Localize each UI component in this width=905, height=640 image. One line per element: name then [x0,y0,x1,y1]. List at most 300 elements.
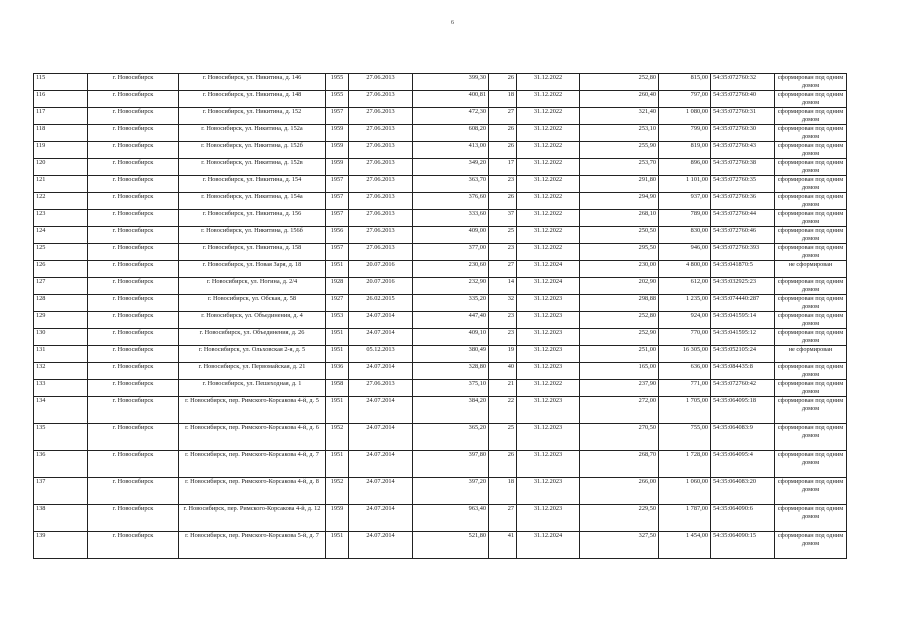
city-cell: г. Новосибирск [88,278,179,295]
row-number: 133 [34,380,88,397]
status-cell: сформирован под одним домом [775,142,847,159]
status-cell: сформирован под одним домом [775,125,847,142]
status-cell: сформирован под одним домом [775,176,847,193]
table-row [34,505,847,532]
table-row [34,346,847,363]
count-cell: 27 [489,108,517,125]
count-cell: 26 [489,193,517,210]
deadline-cell: 31.12.2023 [517,295,580,312]
deadline-cell: 31.12.2023 [517,397,580,424]
value2-cell: 819,00 [659,142,711,159]
cadastral-cell: 54:35:072760:42 [711,380,775,397]
city-cell: г. Новосибирск [88,295,179,312]
area-cell: 399,30 [413,74,489,91]
address-cell: г. Новосибирск, ул. Никитина, д. 152а [179,125,326,142]
city-cell: г. Новосибирск [88,424,179,451]
count-cell: 18 [489,91,517,108]
cadastral-cell: 54:35:064090:15 [711,532,775,559]
count-cell: 19 [489,346,517,363]
year-cell: 1951 [326,261,349,278]
area-cell: 384,20 [413,397,489,424]
deadline-cell: 31.12.2023 [517,451,580,478]
date-cell: 27.06.2013 [349,74,413,91]
area-cell: 335,20 [413,295,489,312]
row-number: 126 [34,261,88,278]
row-number: 122 [34,193,88,210]
cadastral-cell: 54:35:072760:393 [711,244,775,261]
cadastral-cell: 54:35:072760:35 [711,176,775,193]
date-cell: 27.06.2013 [349,125,413,142]
cadastral-cell: 54:35:064095:4 [711,451,775,478]
city-cell: г. Новосибирск [88,363,179,380]
year-cell: 1957 [326,176,349,193]
table-row [34,261,847,278]
value1-cell: 266,00 [580,478,659,505]
address-cell: г. Новосибирск, ул. Никитина, д. 152б [179,142,326,159]
table-row [34,312,847,329]
row-number: 128 [34,295,88,312]
row-number: 127 [34,278,88,295]
housing-table [33,73,847,559]
cadastral-cell: 54:35:064083:9 [711,424,775,451]
year-cell: 1955 [326,91,349,108]
row-number: 137 [34,478,88,505]
city-cell: г. Новосибирск [88,210,179,227]
year-cell: 1952 [326,424,349,451]
address-cell: г. Новосибирск, ул. Новая Заря, д. 18 [179,261,326,278]
city-cell: г. Новосибирск [88,244,179,261]
row-number: 125 [34,244,88,261]
status-cell: сформирован под одним домом [775,312,847,329]
count-cell: 37 [489,210,517,227]
status-cell: сформирован под одним домом [775,478,847,505]
count-cell: 27 [489,505,517,532]
year-cell: 1928 [326,278,349,295]
year-cell: 1951 [326,532,349,559]
value2-cell: 799,00 [659,125,711,142]
cadastral-cell: 54:35:041870:5 [711,261,775,278]
year-cell: 1953 [326,312,349,329]
row-number: 135 [34,424,88,451]
year-cell: 1959 [326,505,349,532]
year-cell: 1951 [326,346,349,363]
value2-cell: 937,00 [659,193,711,210]
area-cell: 376,60 [413,193,489,210]
status-cell: сформирован под одним домом [775,74,847,91]
value1-cell: 252,90 [580,329,659,346]
city-cell: г. Новосибирск [88,478,179,505]
address-cell: г. Новосибирск, ул. Обская, д. 58 [179,295,326,312]
value1-cell: 230,00 [580,261,659,278]
year-cell: 1959 [326,159,349,176]
city-cell: г. Новосибирск [88,346,179,363]
area-cell: 409,00 [413,227,489,244]
count-cell: 22 [489,397,517,424]
address-cell: г. Новосибирск, пер. Римского-Корсакова 4-й, д. 8 [179,478,326,505]
address-cell: г. Новосибирск, ул. Никитина, д. 156 [179,210,326,227]
address-cell: г. Новосибирск, ул. Никитина, д. 154 [179,176,326,193]
address-cell: г. Новосибирск, ул. Никитина, д. 146 [179,74,326,91]
date-cell: 27.06.2013 [349,142,413,159]
date-cell: 27.06.2013 [349,193,413,210]
deadline-cell: 31.12.2022 [517,142,580,159]
area-cell: 328,80 [413,363,489,380]
cadastral-cell: 54:35:072760:40 [711,91,775,108]
city-cell: г. Новосибирск [88,329,179,346]
date-cell: 24.07.2014 [349,363,413,380]
value2-cell: 1 787,00 [659,505,711,532]
cadastral-cell: 54:35:064090:6 [711,505,775,532]
year-cell: 1951 [326,329,349,346]
date-cell: 24.07.2014 [349,451,413,478]
date-cell: 27.06.2013 [349,176,413,193]
cadastral-cell: 54:35:072760:32 [711,74,775,91]
deadline-cell: 31.12.2023 [517,478,580,505]
deadline-cell: 31.12.2023 [517,346,580,363]
cadastral-cell: 54:35:072760:46 [711,227,775,244]
area-cell: 521,80 [413,532,489,559]
date-cell: 20.07.2016 [349,261,413,278]
cadastral-cell: 54:35:041595:14 [711,312,775,329]
row-number: 121 [34,176,88,193]
value2-cell: 830,00 [659,227,711,244]
date-cell: 20.07.2016 [349,278,413,295]
table-row [34,176,847,193]
count-cell: 18 [489,478,517,505]
area-cell: 377,00 [413,244,489,261]
date-cell: 27.06.2013 [349,108,413,125]
status-cell: сформирован под одним домом [775,505,847,532]
table-row [34,532,847,559]
count-cell: 23 [489,176,517,193]
cadastral-cell: 54:35:072760:43 [711,142,775,159]
address-cell: г. Новосибирск, ул. Объединения, д. 26 [179,329,326,346]
deadline-cell: 31.12.2022 [517,176,580,193]
value2-cell: 924,00 [659,312,711,329]
date-cell: 24.07.2014 [349,505,413,532]
row-number: 129 [34,312,88,329]
value1-cell: 252,80 [580,74,659,91]
address-cell: г. Новосибирск, пер. Римского-Корсакова 4-й, д. 12 [179,505,326,532]
status-cell: сформирован под одним домом [775,91,847,108]
table-row [34,363,847,380]
deadline-cell: 31.12.2023 [517,329,580,346]
deadline-cell: 31.12.2023 [517,312,580,329]
value2-cell: 815,00 [659,74,711,91]
count-cell: 14 [489,278,517,295]
value2-cell: 636,00 [659,363,711,380]
row-number: 120 [34,159,88,176]
count-cell: 17 [489,159,517,176]
date-cell: 27.06.2013 [349,91,413,108]
value1-cell: 268,70 [580,451,659,478]
area-cell: 447,40 [413,312,489,329]
count-cell: 40 [489,363,517,380]
value1-cell: 255,90 [580,142,659,159]
cadastral-cell: 54:35:074440:287 [711,295,775,312]
table-row [34,244,847,261]
area-cell: 333,60 [413,210,489,227]
table-row [34,227,847,244]
count-cell: 25 [489,227,517,244]
value2-cell: 755,00 [659,424,711,451]
city-cell: г. Новосибирск [88,176,179,193]
city-cell: г. Новосибирск [88,312,179,329]
value1-cell: 298,88 [580,295,659,312]
year-cell: 1936 [326,363,349,380]
year-cell: 1957 [326,108,349,125]
value2-cell: 1 454,00 [659,532,711,559]
value2-cell: 612,00 [659,278,711,295]
year-cell: 1957 [326,210,349,227]
value2-cell: 16 305,00 [659,346,711,363]
value1-cell: 229,50 [580,505,659,532]
area-cell: 472,30 [413,108,489,125]
deadline-cell: 31.12.2024 [517,278,580,295]
value2-cell: 771,00 [659,380,711,397]
value1-cell: 250,50 [580,227,659,244]
status-cell: сформирован под одним домом [775,363,847,380]
status-cell: сформирован под одним домом [775,380,847,397]
count-cell: 26 [489,451,517,478]
value2-cell: 789,00 [659,210,711,227]
row-number: 115 [34,74,88,91]
date-cell: 24.07.2014 [349,329,413,346]
cadastral-cell: 54:35:072760:44 [711,210,775,227]
status-cell: сформирован под одним домом [775,451,847,478]
value1-cell: 202,90 [580,278,659,295]
date-cell: 27.06.2013 [349,227,413,244]
status-cell: сформирован под одним домом [775,193,847,210]
row-number: 119 [34,142,88,159]
table-row [34,451,847,478]
area-cell: 397,80 [413,451,489,478]
status-cell: сформирован под одним домом [775,329,847,346]
row-number: 117 [34,108,88,125]
address-cell: г. Новосибирск, ул. Пешеходная, д. 1 [179,380,326,397]
deadline-cell: 31.12.2022 [517,193,580,210]
status-cell: сформирован под одним домом [775,108,847,125]
deadline-cell: 31.12.2022 [517,108,580,125]
value1-cell: 252,80 [580,312,659,329]
table-row [34,91,847,108]
city-cell: г. Новосибирск [88,125,179,142]
value1-cell: 272,00 [580,397,659,424]
status-cell: не сформирован [775,261,847,278]
deadline-cell: 31.12.2023 [517,505,580,532]
count-cell: 26 [489,125,517,142]
year-cell: 1957 [326,193,349,210]
status-cell: сформирован под одним домом [775,397,847,424]
year-cell: 1952 [326,478,349,505]
year-cell: 1958 [326,380,349,397]
table-row [34,380,847,397]
value2-cell: 1 101,00 [659,176,711,193]
cadastral-cell: 54:35:064083:20 [711,478,775,505]
table-row [34,210,847,227]
address-cell: г. Новосибирск, пер. Римского-Корсакова 4-й, д. 6 [179,424,326,451]
value2-cell: 896,00 [659,159,711,176]
row-number: 124 [34,227,88,244]
area-cell: 397,20 [413,478,489,505]
address-cell: г. Новосибирск, ул. Никитина, д. 152 [179,108,326,125]
date-cell: 27.06.2013 [349,159,413,176]
row-number: 139 [34,532,88,559]
city-cell: г. Новосибирск [88,91,179,108]
table-row [34,142,847,159]
date-cell: 24.07.2014 [349,532,413,559]
status-cell: сформирован под одним домом [775,295,847,312]
value2-cell: 770,00 [659,329,711,346]
status-cell: сформирован под одним домом [775,532,847,559]
date-cell: 24.07.2014 [349,478,413,505]
count-cell: 41 [489,532,517,559]
area-cell: 380,49 [413,346,489,363]
cadastral-cell: 54:35:072760:30 [711,125,775,142]
table-row [34,74,847,91]
date-cell: 24.07.2014 [349,312,413,329]
deadline-cell: 31.12.2022 [517,91,580,108]
date-cell: 27.06.2013 [349,244,413,261]
value2-cell: 797,00 [659,91,711,108]
value1-cell: 237,90 [580,380,659,397]
cadastral-cell: 54:35:064095:18 [711,397,775,424]
date-cell: 24.07.2014 [349,424,413,451]
status-cell: сформирован под одним домом [775,278,847,295]
city-cell: г. Новосибирск [88,159,179,176]
count-cell: 26 [489,142,517,159]
area-cell: 608,20 [413,125,489,142]
deadline-cell: 31.12.2023 [517,424,580,451]
year-cell: 1959 [326,125,349,142]
year-cell: 1927 [326,295,349,312]
year-cell: 1959 [326,142,349,159]
deadline-cell: 31.12.2023 [517,363,580,380]
count-cell: 32 [489,295,517,312]
date-cell: 27.06.2013 [349,210,413,227]
cadastral-cell: 54:35:041595:12 [711,329,775,346]
area-cell: 963,40 [413,505,489,532]
row-number: 123 [34,210,88,227]
address-cell: г. Новосибирск, ул. Никитина, д. 156б [179,227,326,244]
area-cell: 400,81 [413,91,489,108]
deadline-cell: 31.12.2022 [517,380,580,397]
deadline-cell: 31.12.2022 [517,159,580,176]
city-cell: г. Новосибирск [88,451,179,478]
row-number: 138 [34,505,88,532]
table-row [34,295,847,312]
row-number: 134 [34,397,88,424]
table-row [34,159,847,176]
value1-cell: 165,00 [580,363,659,380]
status-cell: не сформирован [775,346,847,363]
deadline-cell: 31.12.2024 [517,532,580,559]
count-cell: 27 [489,261,517,278]
value1-cell: 321,40 [580,108,659,125]
city-cell: г. Новосибирск [88,505,179,532]
value1-cell: 294,90 [580,193,659,210]
table-row [34,397,847,424]
deadline-cell: 31.12.2022 [517,227,580,244]
row-number: 136 [34,451,88,478]
value2-cell: 946,00 [659,244,711,261]
address-cell: г. Новосибирск, ул. Никитина, д. 158 [179,244,326,261]
area-cell: 375,10 [413,380,489,397]
deadline-cell: 31.12.2024 [517,261,580,278]
row-number: 131 [34,346,88,363]
area-cell: 365,20 [413,424,489,451]
date-cell: 05.12.2013 [349,346,413,363]
city-cell: г. Новосибирск [88,74,179,91]
row-number: 130 [34,329,88,346]
cadastral-cell: 54:35:072760:31 [711,108,775,125]
city-cell: г. Новосибирск [88,227,179,244]
area-cell: 232,90 [413,278,489,295]
table-row [34,278,847,295]
status-cell: сформирован под одним домом [775,244,847,261]
table-row [34,193,847,210]
value2-cell: 4 800,00 [659,261,711,278]
year-cell: 1951 [326,397,349,424]
row-number: 118 [34,125,88,142]
date-cell: 27.06.2013 [349,380,413,397]
address-cell: г. Новосибирск, ул. Ольховская 2-я, д. 5 [179,346,326,363]
address-cell: г. Новосибирск, ул. Никитина, д. 152в [179,159,326,176]
area-cell: 230,60 [413,261,489,278]
value2-cell: 1 235,00 [659,295,711,312]
year-cell: 1957 [326,244,349,261]
value2-cell: 1 060,00 [659,478,711,505]
count-cell: 23 [489,244,517,261]
deadline-cell: 31.12.2022 [517,125,580,142]
value1-cell: 270,50 [580,424,659,451]
table-row [34,424,847,451]
cadastral-cell: 54:35:072760:38 [711,159,775,176]
value1-cell: 327,50 [580,532,659,559]
year-cell: 1955 [326,74,349,91]
cadastral-cell: 54:35:072760:36 [711,193,775,210]
status-cell: сформирован под одним домом [775,424,847,451]
cadastral-cell: 54:35:032925:23 [711,278,775,295]
value1-cell: 268,10 [580,210,659,227]
address-cell: г. Новосибирск, пер. Римского-Корсакова 5-й, д. 7 [179,532,326,559]
value1-cell: 260,40 [580,91,659,108]
table-body [34,74,847,559]
count-cell: 25 [489,424,517,451]
area-cell: 413,00 [413,142,489,159]
row-number: 116 [34,91,88,108]
address-cell: г. Новосибирск, ул. Никитина, д. 154а [179,193,326,210]
area-cell: 349,20 [413,159,489,176]
value2-cell: 1 728,00 [659,451,711,478]
address-cell: г. Новосибирск, ул. Объединения, д. 4 [179,312,326,329]
count-cell: 26 [489,74,517,91]
year-cell: 1951 [326,451,349,478]
count-cell: 23 [489,312,517,329]
status-cell: сформирован под одним домом [775,159,847,176]
deadline-cell: 31.12.2022 [517,244,580,261]
city-cell: г. Новосибирск [88,261,179,278]
date-cell: 26.02.2015 [349,295,413,312]
status-cell: сформирован под одним домом [775,210,847,227]
area-cell: 409,10 [413,329,489,346]
cadastral-cell: 54:35:084435:8 [711,363,775,380]
cadastral-cell: 54:35:052105:24 [711,346,775,363]
value1-cell: 253,10 [580,125,659,142]
table-row [34,478,847,505]
city-cell: г. Новосибирск [88,532,179,559]
address-cell: г. Новосибирск, ул. Никитина, д. 148 [179,91,326,108]
